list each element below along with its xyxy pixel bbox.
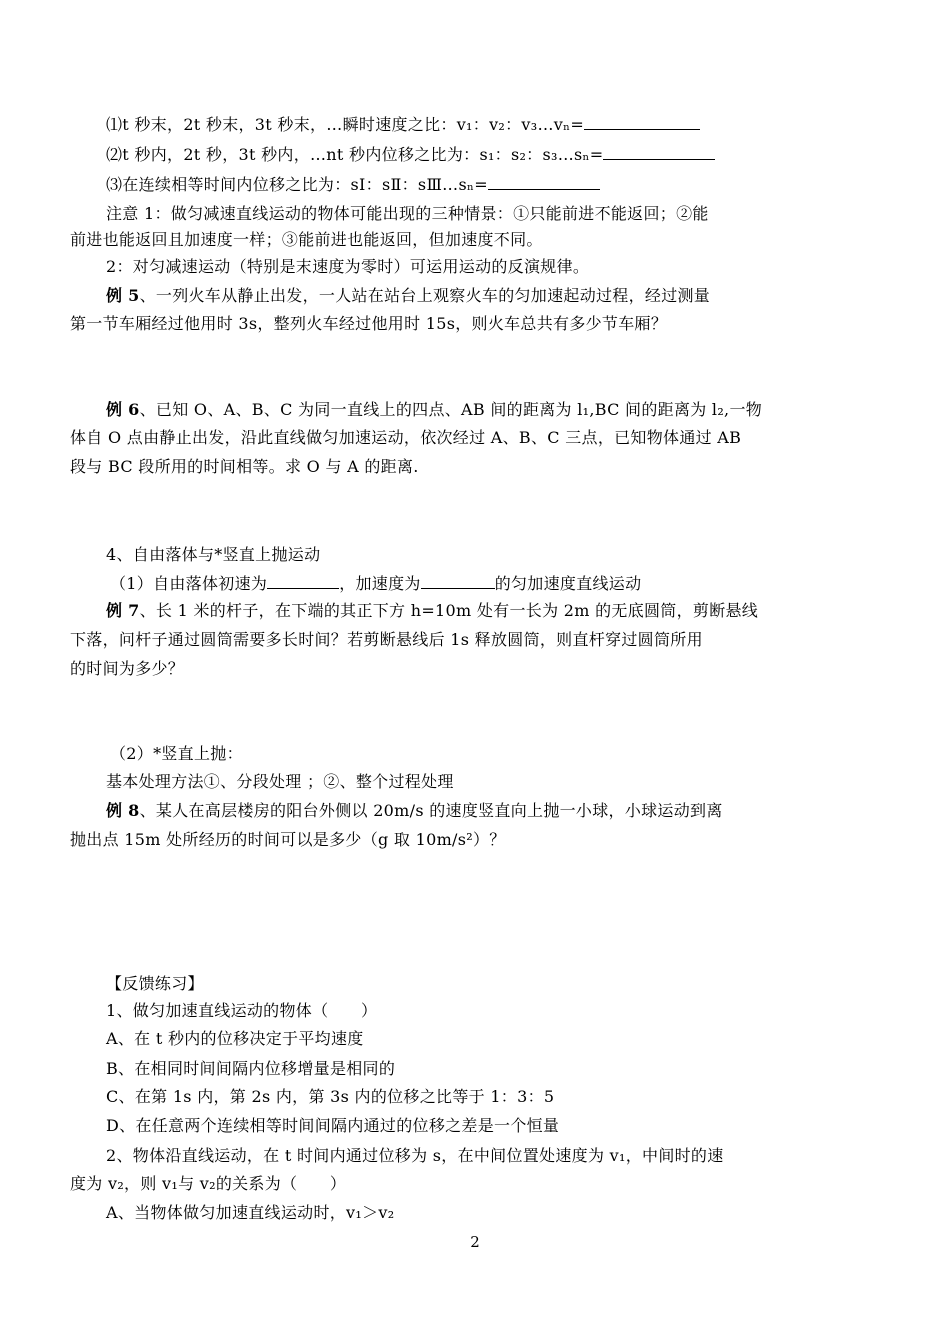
feedback-question-2-line-1: 2、物体沿直线运动，在 t 时间内通过位移为 s，在中间位置处速度为 v₁，中间时的速 [106,1146,724,1165]
note-1-line-2: 前进也能返回且加速度一样；③能前进也能返回，但加速度不同。 [70,230,543,249]
section-4-heading: 4、自由落体与*竖直上抛运动 [106,545,321,564]
example-6-line-2: 体自 O 点由静止出发，沿此直线做匀加速运动，依次经过 A、B、C 三点，已知物体通过 AB [70,428,742,447]
note-2: 2：对匀减速运动（特别是末速度为零时）可运用运动的反演规律。 [106,257,590,276]
ratio-item-3-text: ⑶在连续相等时间内位移之比为： [106,175,351,194]
feedback-heading: 【反馈练习】 [106,974,204,993]
free-fall-text-c: 的匀加速度直线运动 [494,574,642,593]
example-5-label: 例 5 [106,286,140,305]
example-8-line-2: 抛出点 15m 处所经历的时间可以是多少（g 取 10m/s²）？ [70,830,506,849]
feedback-question-1-option-b: B、在相同时间间隔内位移增量是相同的 [106,1059,396,1078]
feedback-question-2-option-a: A、当物体做匀加速直线运动时，v₁＞v₂ [106,1203,395,1222]
example-6-line-1 [106,400,882,420]
example-6-line-3: 段与 BC 段所用的时间相等。求 O 与 A 的距离. [70,457,419,476]
ratio-item-3-expr: sⅠ：sⅡ：sⅢ…sₙ= [350,175,488,194]
answer-blank [584,114,700,130]
ratio-item-2 [106,144,882,165]
ratio-item-2-expr: s₁：s₂：s₃…sₙ= [479,145,604,164]
answer-blank [603,144,715,160]
example-7-line-2: 下落，问杆子通过圆筒需要多长时间？若剪断悬线后 1s 释放圆筒，则直杆穿过圆筒所用 [70,630,703,649]
feedback-question-1-option-a: A、在 t 秒内的位移决定于平均速度 [106,1029,364,1048]
ratio-item-1-text: ⑴t 秒末，2t 秒末，3t 秒末，…瞬时速度之比： [106,115,457,134]
example-8-text: 、某人在高层楼房的阳台外侧以 20m/s 的速度竖直向上抛一小球，小球运动到离 [139,801,723,820]
example-6-label: 例 6 [106,400,140,419]
example-8-label: 例 8 [106,801,140,820]
example-5-line-1 [106,286,882,306]
vertical-throw-method: 基本处理方法①、分段处理 ；②、整个过程处理 [106,772,454,791]
example-6-text: 、已知 O、A、B、C 为同一直线上的四点、AB 间的距离为 l₁,BC 间的距离为 l₂,一物 [139,400,763,419]
free-fall-text-b: ，加速度为 [339,574,421,593]
example-7-line-3: 的时间为多少？ [70,659,185,678]
example-5-line-2: 第一节车厢经过他用时 3s，整列火车经过他用时 15s，则火车总共有多少节车厢？ [70,314,668,333]
ratio-item-1-expr: v₁：v₂：v₃…vₙ= [456,115,585,134]
answer-blank [421,573,495,589]
example-7-label: 例 7 [106,601,140,620]
example-5-text: 、一列火车从静止出发，一人站在站台上观察火车的匀加速起动过程，经过测量 [139,286,711,305]
feedback-question-1-option-c: C、在第 1s 内，第 2s 内，第 3s 内的位移之比等于 1：3：5 [106,1087,555,1106]
example-7-line-1 [106,601,882,621]
answer-blank [488,174,600,190]
vertical-throw-heading: （2）*竖直上抛： [110,744,243,763]
ratio-item-2-text: ⑵t 秒内，2t 秒，3t 秒内，…nt 秒内位移之比为： [106,145,480,164]
note-1-line-1: 注意 1：做匀减速直线运动的物体可能出现的三种情景：①只能前进不能返回；②能 [106,204,709,223]
answer-blank [267,573,339,589]
feedback-question-1-option-d: D、在任意两个连续相等时间间隔内通过的位移之差是一个恒量 [106,1116,560,1135]
ratio-item-1 [106,114,882,135]
feedback-question-2-line-2: 度为 v₂，则 v₁与 v₂的关系为（ ） [70,1174,347,1193]
page-number: 2 [470,1233,480,1251]
ratio-item-3 [106,174,882,195]
free-fall-text-a: （1）自由落体初速为 [110,574,268,593]
feedback-question-1: 1、做匀加速直线运动的物体（ ） [106,1001,378,1020]
free-fall-fill-in [110,573,882,594]
example-7-text: 、长 1 米的杆子，在下端的其正下方 h=10m 处有一长为 2m 的无底圆筒，剪断悬线 [139,601,759,620]
example-8-line-1 [106,801,882,821]
